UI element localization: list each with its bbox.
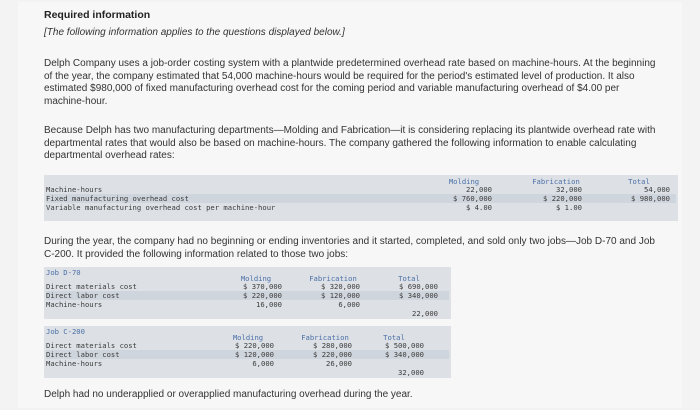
job-c200-title: Job C-200: [46, 327, 85, 336]
cell-value: 6,000: [252, 359, 274, 368]
header-molding: Molding: [240, 274, 272, 283]
cell-value: $ 690,000: [399, 282, 438, 291]
cell-value: $ 220,000: [313, 350, 352, 359]
cell-value: $ 280,000: [313, 341, 352, 350]
header-total: Total: [628, 177, 650, 186]
cell-value: $ 340,000: [385, 350, 424, 359]
intro-paragraph: Delph Company uses a job-order costing system with a plantwide predetermined overhead rate based on machine-hours. At the beginning of the year, the company estimated that 54,000 machine-hours would be required for the period's estimated level of production. It also estimated $980,000 of fixed manufacturing overhead cost for the coming period and variable manufacturing overhead of $4.00 per machine-hour.: [44, 58, 656, 107]
jobs-paragraph: During the year, the company had no beginning or ending inventories and it started, completed, and sold only two jobs—Job D-70 and Job C-200. It provided the following information related to those two jobs:: [44, 236, 655, 260]
cell-value: $ 1.00: [556, 203, 582, 212]
row-label-machine-hours: Machine-hours: [46, 300, 103, 309]
cell-value: $ 980,000: [631, 194, 670, 203]
header-fabrication: Fabrication: [309, 274, 357, 283]
row-label-direct-labor: Direct labor cost: [46, 291, 120, 300]
cell-value: 6,000: [338, 300, 360, 309]
row-label-direct-materials: Direct materials cost: [46, 341, 137, 350]
header-total: Total: [383, 333, 405, 342]
department-overhead-table: [44, 175, 678, 221]
required-information-heading: Required information: [44, 9, 151, 21]
row-label-variable-overhead: Variable manufacturing overhead cost per machine-hour: [46, 203, 276, 212]
cell-value: 22,000: [466, 185, 492, 194]
problem-page: [18, 2, 682, 408]
cell-value: $ 320,000: [321, 282, 360, 291]
job-d70-title: Job D-70: [46, 268, 81, 277]
row-label-direct-materials: Direct materials cost: [46, 282, 137, 291]
row-label-machine-hours: Machine-hours: [46, 359, 103, 368]
departments-paragraph: Because Delph has two manufacturing departments—Molding and Fabrication—it is considering replacing its plantwide overhead rate with departmental rates that would also be based on machine-hours. The company gathered the following information to enable calculating departmental overhead rates:: [44, 125, 656, 161]
header-molding: Molding: [448, 177, 480, 186]
cell-value: $ 220,000: [243, 291, 282, 300]
row-label-machine-hours: Machine-hours: [46, 185, 103, 194]
cell-value: 32,000: [556, 185, 582, 194]
cell-value: 26,000: [326, 359, 352, 368]
cell-value: $ 340,000: [399, 291, 438, 300]
header-total: Total: [398, 274, 420, 283]
cell-value: $ 120,000: [321, 291, 360, 300]
cell-value: $ 500,000: [385, 341, 424, 350]
cell-value: $ 370,000: [243, 282, 282, 291]
cell-value: $ 760,000: [453, 194, 492, 203]
header-fabrication: Fabrication: [301, 333, 349, 342]
cell-value: $ 220,000: [235, 341, 274, 350]
cell-value: 16,000: [256, 300, 282, 309]
row-label-direct-labor: Direct labor cost: [46, 350, 120, 359]
job-d70-table: [44, 267, 451, 319]
cell-value: 32,000: [398, 368, 424, 377]
cell-value: 54,000: [644, 185, 670, 194]
row-label-fixed-overhead: Fixed manufacturing overhead cost: [46, 194, 189, 203]
applies-note: [The following information applies to the questions displayed below.]: [44, 27, 345, 38]
job-c200-table: [44, 326, 451, 378]
closing-paragraph: Delph had no underapplied or overapplied manufacturing overhead during the year.: [44, 389, 413, 400]
header-fabrication: Fabrication: [532, 177, 580, 186]
cell-value: $ 4.00: [466, 203, 492, 212]
cell-value: 22,000: [412, 309, 438, 318]
cell-value: $ 120,000: [235, 350, 274, 359]
cell-value: $ 220,000: [543, 194, 582, 203]
header-molding: Molding: [232, 333, 264, 342]
